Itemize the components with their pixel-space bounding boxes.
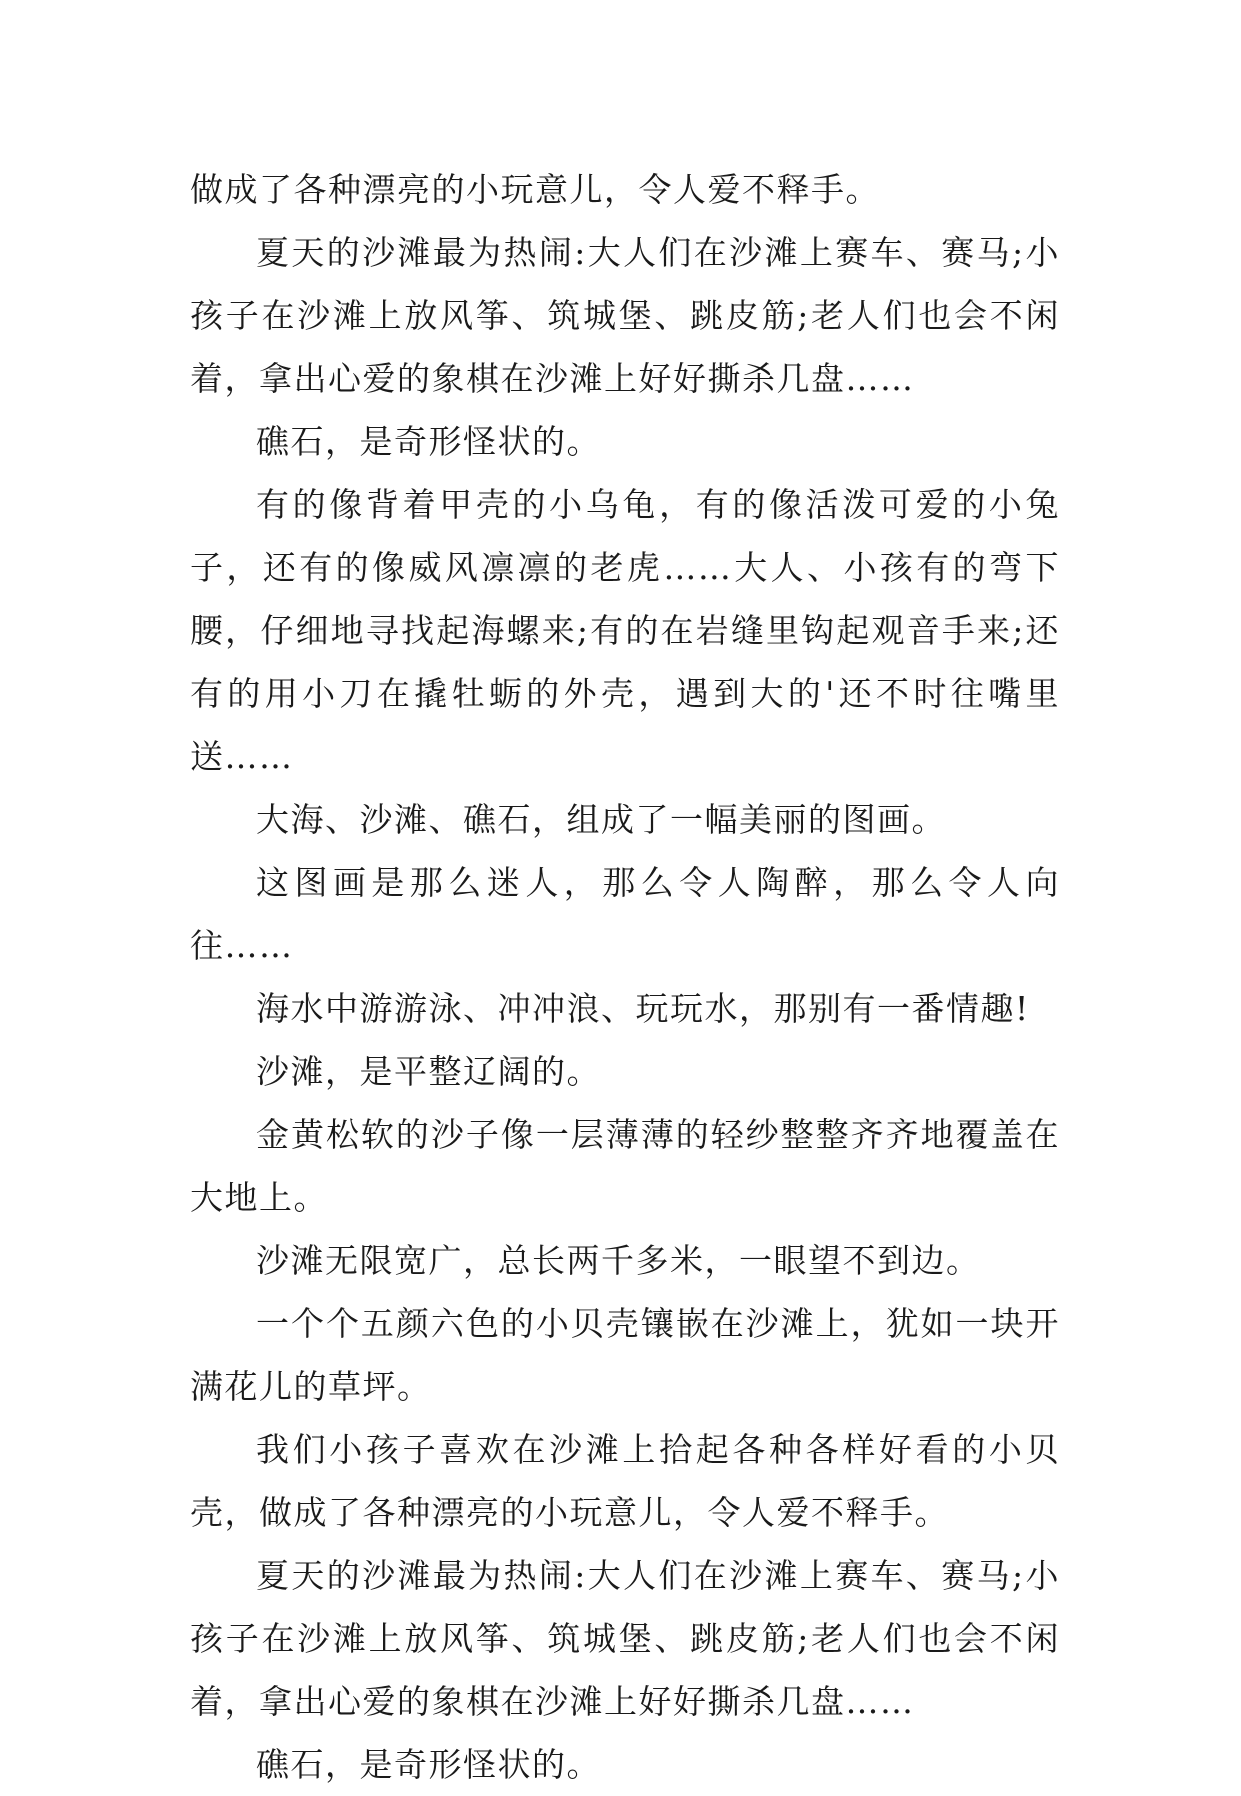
paragraph: 夏天的沙滩最为热闹:大人们在沙滩上赛车、赛马;小孩子在沙滩上放风筝、筑城堡、跳皮筋;老人们也会不闲着，拿出心爱的象棋在沙滩上好好撕杀几盘…… [190,1556,1060,1721]
paragraph: 金黄松软的沙子像一层薄薄的轻纱整整齐齐地覆盖在大地上。 [190,1115,1060,1217]
paragraph: 一个个五颜六色的小贝壳镶嵌在沙滩上，犹如一块开满花儿的草坪。 [190,1304,1060,1406]
paragraph: 礁石，是奇形怪状的。 [256,1745,601,1784]
paragraph: 大海、沙滩、礁石，组成了一幅美丽的图画。 [256,800,946,839]
paragraph: 礁石，是奇形怪状的。 [256,422,601,461]
document-body [190,158,1060,1796]
paragraph: 夏天的沙滩最为热闹:大人们在沙滩上赛车、赛马;小孩子在沙滩上放风筝、筑城堡、跳皮筋;老人们也会不闲着，拿出心爱的象棋在沙滩上好好撕杀几盘…… [190,233,1060,398]
paragraph: 有的像背着甲壳的小乌龟，有的像活泼可爱的小兔子，还有的像威风凛凛的老虎……大人、小孩有的弯下腰，仔细地寻找起海螺来;有的在岩缝里钩起观音手来;还有的用小刀在撬牡蛎的外壳，遇到大的'还不时往嘴里送…… [190,485,1060,776]
paragraph: 沙滩，是平整辽阔的。 [256,1052,601,1091]
paragraph: 沙滩无限宽广，总长两千多米，一眼望不到边。 [256,1241,981,1280]
paragraph: 我们小孩子喜欢在沙滩上拾起各种各样好看的小贝壳，做成了各种漂亮的小玩意儿，令人爱不释手。 [190,1430,1060,1532]
paragraph: 这图画是那么迷人，那么令人陶醉，那么令人向往…… [190,863,1060,965]
paragraph: 海水中游游泳、冲冲浪、玩玩水，那别有一番情趣! [256,989,1030,1028]
paragraph: 做成了各种漂亮的小玩意儿，令人爱不释手。 [190,170,880,209]
